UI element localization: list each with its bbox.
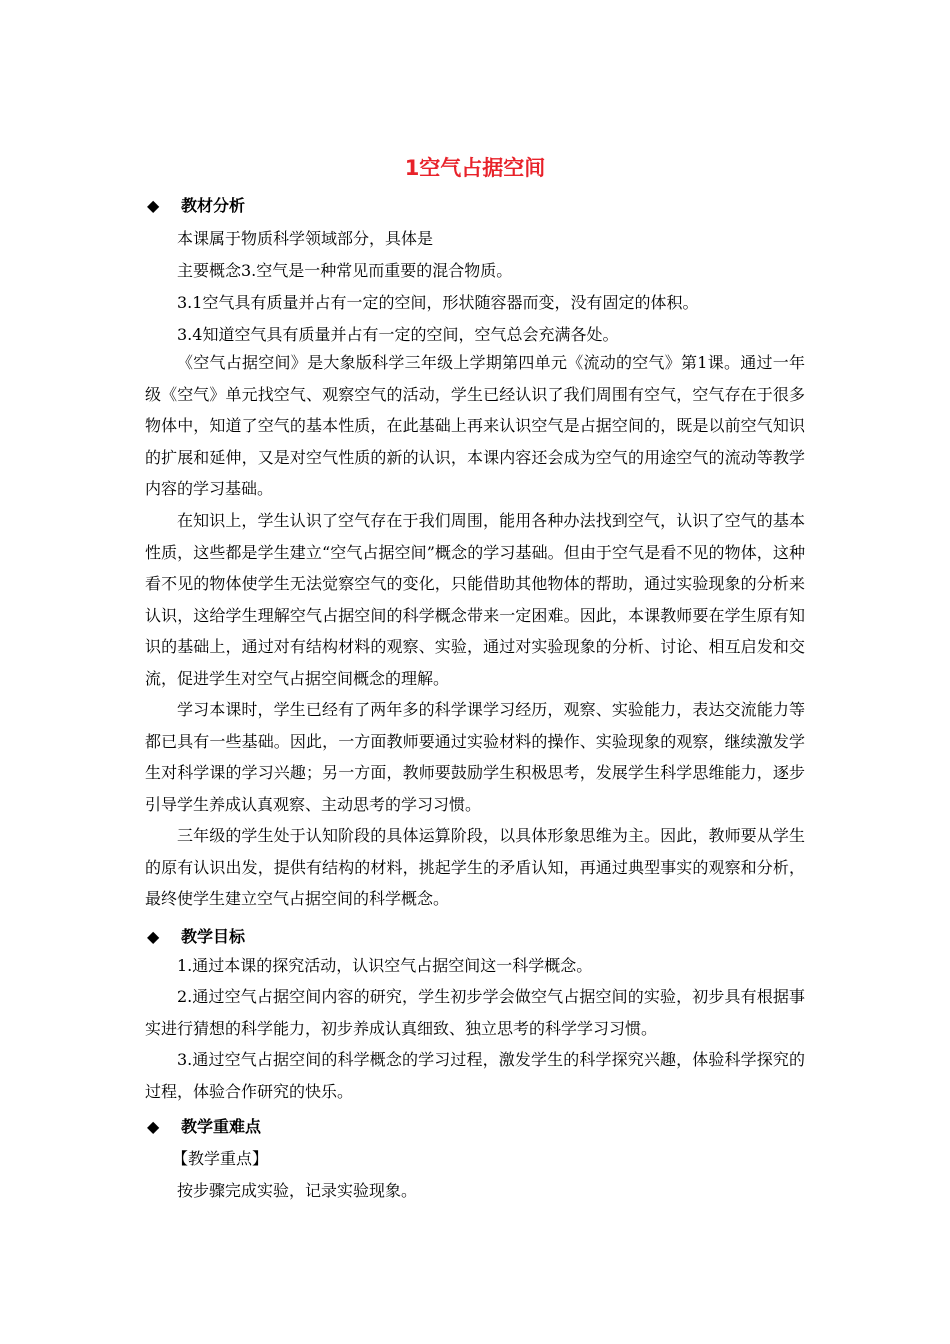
goal-item: 3.通过空气占据空间的科学概念的学习过程，激发学生的科学探究兴趣，体验科学探究的过程，体验合作研究的快乐。 (145, 1050, 805, 1101)
section-heading-keypoints (147, 1114, 261, 1137)
analysis-paragraph: 学习本课时，学生已经有了两年多的科学课学习经历，观察、实验能力，表达交流能力等都已具有一些基础。因此，一方面教师要通过实验材料的操作、实验现象的观察，继续激发学生对科学课的学习兴趣；另一方面，教师要鼓励学生积极思考，发展学生科学思维能力，逐步引导学生养成认真观察、主动思考的学习习惯。 (145, 700, 805, 814)
keypoints-text: 按步骤完成实验，记录实验现象。 (177, 1181, 418, 1200)
analysis-line: 主要概念3.空气是一种常见而重要的混合物质。 (177, 261, 513, 280)
diamond-bullet-icon: ◆ (147, 196, 160, 215)
analysis-line: 3.4知道空气具有质量并占有一定的空间，空气总会充满各处。 (177, 325, 619, 344)
section-heading-text: 教学目标 (181, 927, 246, 946)
section-heading-text: 教材分析 (181, 196, 246, 215)
diamond-bullet-icon: ◆ (147, 1117, 160, 1136)
section-heading-goals (147, 924, 245, 947)
analysis-paragraph: 《空气占据空间》是大象版科学三年级上学期第四单元《流动的空气》第1课。通过一年级《空气》单元找空气、观察空气的活动，学生已经认识了我们周围有空气，空气存在于很多物体中，知道了空气的基本性质，在此基础上再来认识空气是占据空间的，既是以前空气知识的扩展和延伸，又是对空气性质的新的认识，本课内容还会成为空气的用途空气的流动等教学内容的学习基础。 (145, 353, 805, 498)
section-heading-text: 教学重难点 (181, 1117, 262, 1136)
analysis-line: 3.1空气具有质量并占有一定的空间，形状随容器而变，没有固定的体积。 (177, 293, 699, 312)
diamond-bullet-icon: ◆ (147, 927, 160, 946)
goal-item: 2.通过空气占据空间内容的研究，学生初步学会做空气占据空间的实验，初步具有根据事实进行猜想的科学能力，初步养成认真细致、独立思考的科学学习习惯。 (145, 987, 805, 1038)
goal-item: 1.通过本课的探究活动，认识空气占据空间这一科学概念。 (177, 956, 593, 975)
keypoints-subheading: 【教学重点】 (172, 1149, 269, 1168)
analysis-paragraph: 三年级的学生处于认知阶段的具体运算阶段，以具体形象思维为主。因此，教师要从学生的原有认识出发，提供有结构的材料，挑起学生的矛盾认知，再通过典型事实的观察和分析，最终使学生建立空气占据空间的科学概念。 (145, 826, 805, 908)
section-heading-analysis (147, 193, 245, 216)
analysis-line: 本课属于物质科学领域部分，具体是 (177, 229, 434, 248)
analysis-paragraph: 在知识上，学生认识了空气存在于我们周围，能用各种办法找到空气，认识了空气的基本性质，这些都是学生建立“空气占据空间”概念的学习基础。但由于空气是看不见的物体，这种看不见的物体使学生无法觉察空气的变化，只能借助其他物体的帮助，通过实验现象的分析来认识，这给学生理解空气占据空间的科学概念带来一定困难。因此，本课教师要在学生原有知识的基础上，通过对有结构材料的观察、实验，通过对实验现象的分析、讨论、相互启发和交流，促进学生对空气占据空间概念的理解。 (145, 511, 805, 688)
document-title: 1空气占据空间 (404, 156, 546, 180)
